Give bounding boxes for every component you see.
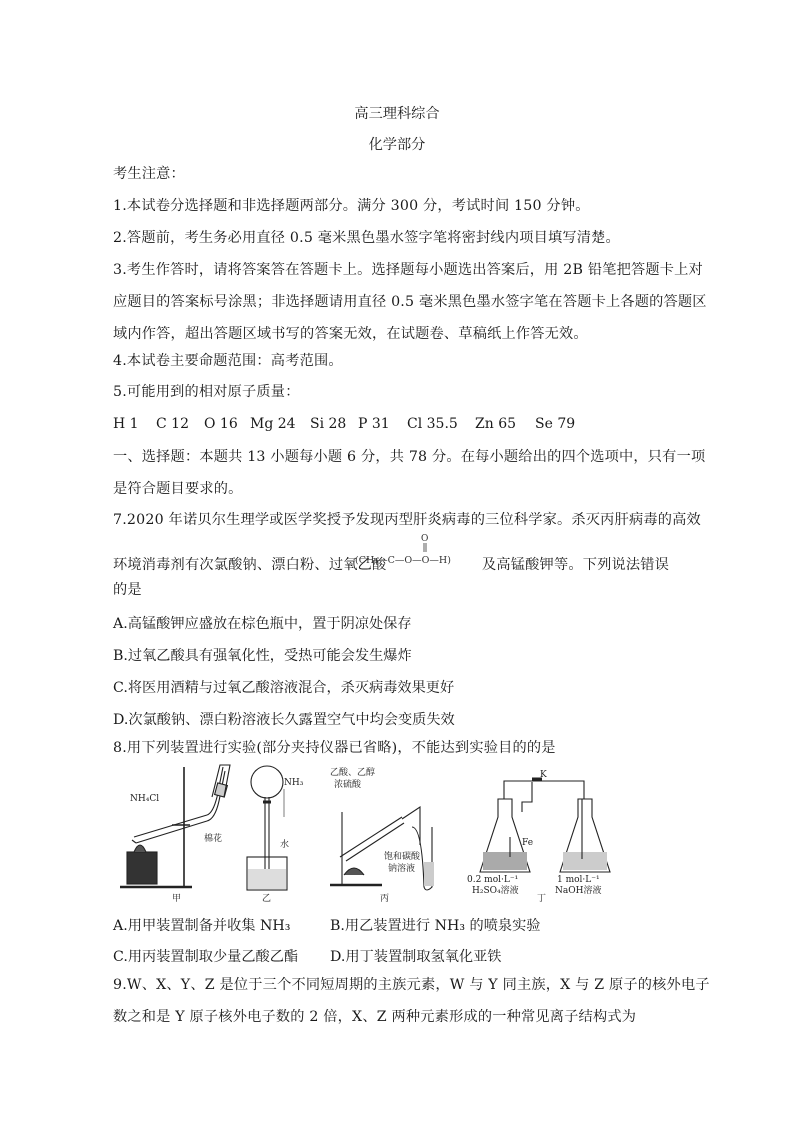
notice-item: 应题目的答案标号涂黑；非选择题请用直径 0.5 毫米黑色墨水签字笔在答题卡上各题的答题区 xyxy=(113,294,707,310)
label-bing-reagent2: 浓硫酸 xyxy=(334,780,362,790)
notice-item: 1.本试卷分选择题和非选择题两部分。满分 300 分，考试时间 150 分钟。 xyxy=(113,198,590,214)
q7-option-c: C.将医用酒精与过氧乙酸溶液混合，杀灭病毒效果更好 xyxy=(113,680,455,696)
q7-stem-line2-post: 及高锰酸钾等。下列说法错误 xyxy=(482,557,670,573)
label-nh3: NH₃ xyxy=(284,778,304,788)
atomic-mass: O 16 xyxy=(204,416,238,432)
q8-option-a: A.用甲装置制备并收集 NH₃ xyxy=(113,918,291,934)
q7-stem-line2-pre: 环境消毒剂有次氯酸钠、漂白粉、过氧乙酸 xyxy=(113,557,387,573)
q8-option-d: D.用丁装置制取氢氧化亚铁 xyxy=(330,949,502,965)
q9-stem-line1: 9.W、X、Y、Z 是位于三个不同短周期的主族元素，W 与 Y 同主族，X 与 Z 原子的核外电子 xyxy=(113,977,710,993)
notice-item: 2.答题前，考生务必用直径 0.5 毫米黑色墨水签字笔将密封线内项目填写清楚。 xyxy=(113,230,620,246)
notice-item: 4.本试卷主要命题范围：高考范围。 xyxy=(113,353,343,369)
label-yi: 乙 xyxy=(262,894,272,902)
structure-formula: (CH₃—C—O—O—H) xyxy=(355,555,451,566)
notice-item: 域内作答，超出答题区域书写的答案无效，在试题卷、草稿纸上作答无效。 xyxy=(113,326,588,342)
label-water: 水 xyxy=(280,840,290,850)
q8-stem: 8.用下列装置进行实验(部分夹持仪器已省略)，不能达到实验目的的是 xyxy=(113,740,556,756)
label-k: K xyxy=(540,770,547,780)
section-heading: 一、选择题：本题共 13 小题每小题 6 分，共 78 分。在每小题给出的四个选项中，只有一项 xyxy=(113,449,706,465)
q8-option-c: C.用丙装置制取少量乙酸乙酯 xyxy=(113,949,299,965)
q7-option-b: B.过氧乙酸具有强氧化性，受热可能会发生爆炸 xyxy=(113,648,412,664)
section-heading-cont: 是符合题目要求的。 xyxy=(113,481,243,497)
peracetic-acid-structure xyxy=(355,528,495,568)
label-ding-right2: NaOH溶液 xyxy=(555,886,602,896)
notice-item: 3.考生作答时，请将答案答在答题卡上。选择题每小题选出答案后，用 2B 铅笔把答题卡上对 xyxy=(113,262,703,278)
page-subtitle: 化学部分 xyxy=(368,137,426,153)
label-ding-left2: H₂SO₄溶液 xyxy=(472,886,519,896)
label-ding: 丁 xyxy=(537,894,547,902)
q8-option-b: B.用乙装置进行 NH₃ 的喷泉实验 xyxy=(330,918,541,934)
q7-option-d: D.次氯酸钠、漂白粉溶液长久露置空气中均会变质失效 xyxy=(113,712,455,728)
q9-stem-line2: 数之和是 Y 原子核外电子数的 2 倍，X、Z 两种元素形成的一种常见离子结构式为 xyxy=(113,1009,637,1025)
label-nh4cl: NH₄Cl xyxy=(130,794,160,804)
atomic-mass: P 31 xyxy=(358,416,390,432)
atomic-mass: Cl 35.5 xyxy=(407,416,458,432)
label-ding-right1: 1 mol·L⁻¹ xyxy=(557,875,600,885)
atomic-mass: Se 79 xyxy=(535,416,576,432)
notice-heading: 考生注意： xyxy=(113,166,185,182)
label-fe: Fe xyxy=(522,838,534,848)
label-cotton: 棉花 xyxy=(204,834,223,844)
page-title: 高三理科综合 xyxy=(354,106,440,122)
q8-apparatus-figure xyxy=(112,757,712,902)
label-jia: 甲 xyxy=(172,894,182,902)
atomic-mass: H 1 xyxy=(113,416,139,432)
atomic-mass: C 12 xyxy=(156,416,189,432)
label-ding-left1: 0.2 mol·L⁻¹ xyxy=(467,875,519,885)
atomic-mass: Si 28 xyxy=(310,416,347,432)
label-bing-sol2: 钠溶液 xyxy=(388,864,416,874)
label-bing-sol1: 饱和碳酸 xyxy=(384,852,421,862)
q7-stem-line1: 7.2020 年诺贝尔生理学或医学奖授予发现丙型肝炎病毒的三位科学家。杀灭丙肝病毒的高效 xyxy=(113,512,701,528)
q7-stem-line3: 的是 xyxy=(113,582,142,598)
atomic-mass: Zn 65 xyxy=(475,416,517,432)
label-bing-reagent1: 乙酸、乙醇 xyxy=(330,768,376,778)
atomic-mass: Mg 24 xyxy=(250,416,296,432)
label-bing: 丙 xyxy=(380,894,390,902)
carbonyl-oxygen: O xyxy=(421,534,429,544)
q7-option-a: A.高锰酸钾应盛放在棕色瓶中，置于阴凉处保存 xyxy=(113,616,412,632)
notice-item: 5.可能用到的相对原子质量： xyxy=(113,384,300,400)
